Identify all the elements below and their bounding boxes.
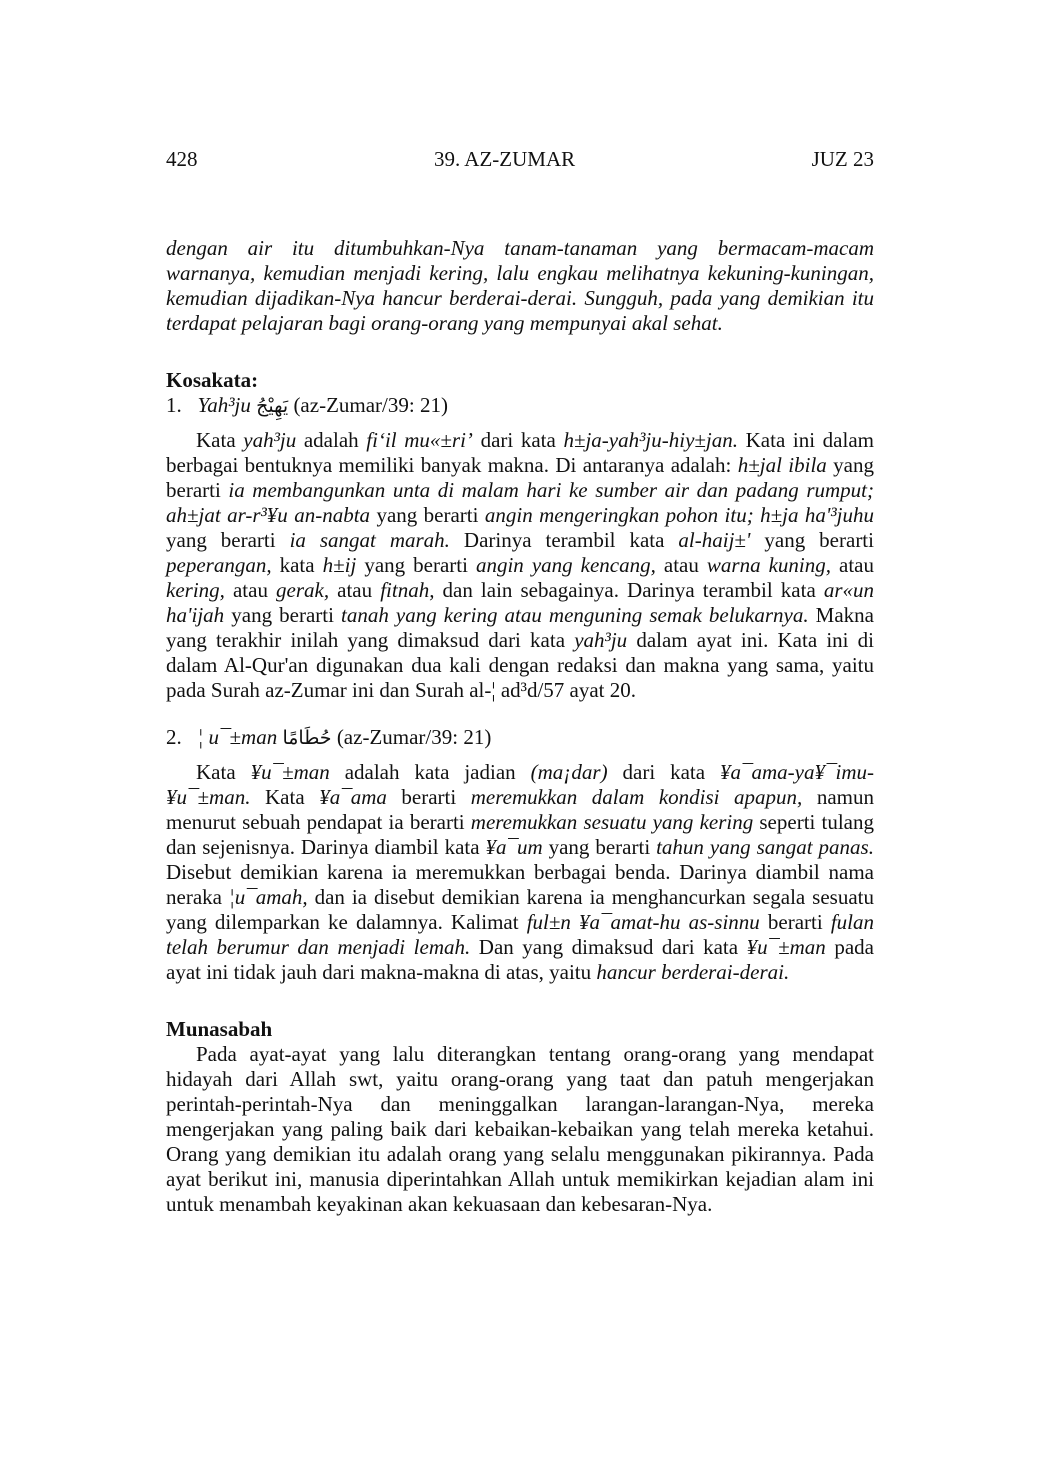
vocab-arabic: حُطَامًا	[282, 727, 332, 749]
vocab-item-number: 2.	[166, 725, 182, 749]
vocab-item-2-title	[166, 725, 874, 751]
vocab-arabic: يَهِيْجُ	[256, 395, 289, 417]
vocab-item-number: 1.	[166, 393, 182, 417]
kosakata-heading: Kosakata:	[166, 368, 259, 392]
page-number: 428	[166, 147, 198, 171]
vocab-item-1-title	[166, 393, 874, 419]
vocab-term: Yah³ju	[197, 393, 251, 417]
munasabah-paragraph: Pada ayat-ayat yang lalu diterangkan tentang orang-orang yang mendapat hidayah dari Allah swt, yaitu orang-orang yang taat dan patuh mengerjakan perintah-perintah-Nya dan meninggalkan larangan-larangan-Nya, mereka mengerjakan yang paling baik dari kebaikan-kebaikan yang telah mereka ketahui. Orang yang demikian itu adalah orang yang selalu menggunakan pikirannya. Pada ayat berikut ini, manusia diperintahkan Allah untuk memikirkan kejadian alam ini untuk menambah keyakinan akan kekuasaan dan kebesaran-Nya.	[166, 1042, 874, 1216]
juz-label: JUZ 23	[811, 147, 874, 171]
page-content	[166, 236, 874, 1217]
intro-paragraph: dengan air itu ditumbuhkan-Nya tanam-tanaman yang bermacam-macam warnanya, kemudian menjadi kering, lalu engkau melihatnya kekuning-kuningan, kemudian dijadikan-Nya hancur berderai-derai. Sungguh, pada yang demikian itu terdapat pelajaran bagi orang-orang yang mempunyai akal sehat.	[166, 236, 874, 335]
vocab-reference: (az-Zumar/39: 21)	[336, 725, 492, 749]
vocab-item-2-explanation: Kata ¥u¯±man adalah kata jadian (ma¡dar) dari kata ¥a¯ama-ya¥¯imu-¥u¯±man. Kata ¥a¯ama berarti meremukkan dalam kondisi apapun, namun menurut sebuah pendapat ia berarti meremukkan sesuatu yang kering seperti tulang dan sejenisnya. Darinya diambil kata ¥a¯um yang berarti tahun yang sangat panas. Disebut demikian karena ia meremukkan berbagai benda. Darinya diambil nama neraka ¦u¯amah, dan ia disebut demikian karena ia menghancurkan segala sesuatu yang dilemparkan ke dalamnya. Kalimat ful±n ¥a¯amat-hu as-sinnu berarti fulan telah berumur dan menjadi lemah. Dan yang dimaksud dari kata ¥u¯±man pada ayat ini tidak jauh dari makna-makna di atas, yaitu hancur berderai-derai.	[166, 760, 875, 984]
vocab-item-1-explanation: Kata yah³ju adalah fi‘il mu«±ri’ dari kata h±ja-yah³ju-hiy±jan. Kata ini dalam berbagai bentuknya memiliki banyak makna. Di antaranya adalah: h±jal ibila yang berarti ia membangunkan unta di malam hari ke sumber air dan padang rumput; ah±jat ar-r³¥u an-nabta yang berarti angin mengeringkan pohon itu; h±ja ha'³juhu yang berarti ia sangat marah. Darinya terambil kata al-haij±' yang berarti peperangan, kata h±ij yang berarti angin yang kencang, atau warna kuning, atau kering, atau gerak, atau fitnah, dan lain sebagainya. Darinya terambil kata ar«un ha'ijah yang berarti tanah yang kering atau menguning semak belukarnya. Makna yang terakhir inilah yang dimaksud dari kata yah³ju dalam ayat ini. Kata ini di dalam Al-Qur'an digunakan dua kali dengan redaksi dan makna yang sama, yaitu pada Surah az-Zumar ini dan Surah al-¦ ad³d/57 ayat 20.	[166, 428, 875, 702]
page-header	[166, 147, 874, 172]
vocab-reference: (az-Zumar/39: 21)	[293, 393, 448, 417]
vocab-term: ¦ u¯±man	[197, 725, 278, 749]
munasabah-heading: Munasabah	[166, 1017, 273, 1041]
chapter-title: 39. AZ-ZUMAR	[433, 147, 576, 171]
